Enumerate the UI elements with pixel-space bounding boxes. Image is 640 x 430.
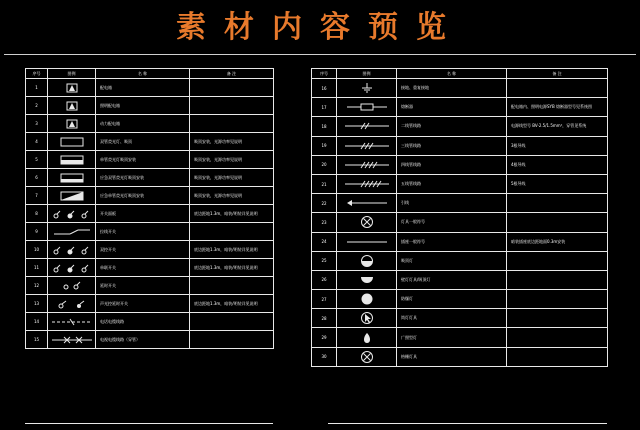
column-header: 序号: [312, 69, 337, 79]
row-index: 7: [26, 187, 48, 205]
row-index: 13: [26, 295, 48, 313]
symbol-name: 单管荧光灯吸顶安装: [96, 151, 190, 169]
column-header: 序号: [26, 69, 48, 79]
symbol-name: 引线: [397, 194, 507, 213]
symbol-name: 开关面板: [96, 205, 190, 223]
symbol-remark: 底边距地1.3m，暗装/明装详见说明: [190, 295, 274, 313]
row-index: 9: [26, 223, 48, 241]
symbol-name: 单联开关: [96, 259, 190, 277]
symbol-remark: 吸顶安装，光源功率见说明: [190, 151, 274, 169]
row-index: 28: [312, 309, 337, 328]
symbol-remark: 吸顶安装，光源功率见说明: [190, 187, 274, 205]
symbol-name: 延时开关: [96, 277, 190, 295]
tri-box-icon: [48, 79, 96, 97]
row-index: 11: [26, 259, 48, 277]
column-header: 备 注: [507, 69, 608, 79]
row-index: 10: [26, 241, 48, 259]
legend-table-right: [311, 68, 608, 367]
column-header: 图例: [337, 69, 397, 79]
row-index: 4: [26, 133, 48, 151]
table-row: [312, 309, 608, 328]
table-row: [26, 223, 274, 241]
table-row: [26, 205, 274, 223]
row-index: 30: [312, 347, 337, 366]
row-index: 5: [26, 151, 48, 169]
symbol-name: 应急双管荧光灯吸顶安装: [96, 169, 190, 187]
symbol-remark: [190, 97, 274, 115]
ground-icon: [337, 79, 397, 98]
symbol-remark: [507, 194, 608, 213]
rect-icon: [48, 133, 96, 151]
table-header-row: [26, 69, 274, 79]
line-cross-icon: [48, 331, 96, 349]
row-index: 27: [312, 290, 337, 309]
symbol-name: 壁灯灯具/吸顶灯: [397, 270, 507, 289]
symbol-remark: 4根导线: [507, 155, 608, 174]
symbol-remark: 底边距地1.3m，暗装/明装详见说明: [190, 241, 274, 259]
row-index: 2: [26, 97, 48, 115]
symbol-name: 应急单管荧光灯吸顶安装: [96, 187, 190, 205]
table-row: [312, 174, 608, 193]
next-table-right-edge: [328, 423, 607, 430]
table-row: [26, 133, 274, 151]
line-dash-icon: [48, 313, 96, 331]
symbol-remark: 吸顶安装，光源功率见说明: [190, 169, 274, 187]
symbol-name: 声光控延时开关: [96, 295, 190, 313]
table-row: [26, 151, 274, 169]
symbol-remark: 3根导线: [507, 136, 608, 155]
table-row: [312, 347, 608, 366]
wire5-icon: [337, 174, 397, 193]
switch2-icon: [48, 277, 96, 295]
page-title: 素材内容预览: [176, 10, 464, 45]
symbol-remark: 底边距地1.3m，暗装/明装详见说明: [190, 205, 274, 223]
circle-cursor-icon: [337, 309, 397, 328]
row-index: 6: [26, 169, 48, 187]
rect-diag-icon: [48, 187, 96, 205]
row-index: 21: [312, 174, 337, 193]
table-row: [26, 115, 274, 133]
table-row: [312, 117, 608, 136]
symbol-name: 接地、重复接地: [397, 79, 507, 98]
row-index: 12: [26, 277, 48, 295]
symbol-name: 吸顶灯: [397, 251, 507, 270]
switch3-icon: [48, 205, 96, 223]
table-row: [312, 79, 608, 98]
table-row: [26, 97, 274, 115]
switch3b-icon: [48, 241, 96, 259]
row-index: 18: [312, 117, 337, 136]
row-index: 15: [26, 331, 48, 349]
row-index: 24: [312, 232, 337, 251]
column-header: 名 称: [96, 69, 190, 79]
rect-half-icon: [48, 151, 96, 169]
symbol-name: 双控开关: [96, 241, 190, 259]
table-row: [26, 259, 274, 277]
table-header-row: [312, 69, 608, 79]
symbol-remark: [507, 79, 608, 98]
table-row: [26, 295, 274, 313]
row-index: 14: [26, 313, 48, 331]
symbol-name: 广照型灯: [397, 328, 507, 347]
table-row: [26, 313, 274, 331]
symbol-remark: [190, 277, 274, 295]
symbol-remark: [190, 79, 274, 97]
table-row: [26, 187, 274, 205]
symbol-name: 二线管线路: [397, 117, 507, 136]
symbol-name: 拉线开关: [96, 223, 190, 241]
symbol-name: 插座一般符号: [397, 232, 507, 251]
switch3c-icon: [48, 259, 96, 277]
row-index: 29: [312, 328, 337, 347]
symbol-name: 灯具一般符号: [397, 213, 507, 232]
column-header: 图例: [48, 69, 96, 79]
table-row: [26, 241, 274, 259]
symbol-name: 防爆灯: [397, 290, 507, 309]
row-index: 22: [312, 194, 337, 213]
row-index: 19: [312, 136, 337, 155]
symbol-remark: 电源线型号 BV-2.5/1.5mm²，穿管见系统: [507, 117, 608, 136]
symbol-remark: [190, 223, 274, 241]
circle-x-icon: [337, 213, 397, 232]
symbol-remark: 5根导线: [507, 174, 608, 193]
row-index: 23: [312, 213, 337, 232]
symbol-name: 电视电缆线路（穿管）: [96, 331, 190, 349]
symbol-name: 四线管线路: [397, 155, 507, 174]
symbol-remark: [190, 115, 274, 133]
table-row: [26, 331, 274, 349]
half-circle-icon: [337, 251, 397, 270]
table-row: [312, 213, 608, 232]
row-index: 8: [26, 205, 48, 223]
filled-circle-icon: [337, 290, 397, 309]
circle-x-icon: [337, 347, 397, 366]
symbol-remark: [507, 328, 608, 347]
row-index: 1: [26, 79, 48, 97]
symbol-remark: [507, 251, 608, 270]
symbol-name: 五线管线路: [397, 174, 507, 193]
column-header: 名 称: [397, 69, 507, 79]
symbol-remark: 暗装插座底边距地面0.3m安装: [507, 232, 608, 251]
bowl-icon: [337, 270, 397, 289]
table-row: [26, 277, 274, 295]
drop-icon: [337, 328, 397, 347]
row-index: 20: [312, 155, 337, 174]
arrow-line-icon: [337, 194, 397, 213]
table-row: [26, 169, 274, 187]
symbol-name: 格栅灯具: [397, 347, 507, 366]
symbol-name: 动力配电箱: [96, 115, 190, 133]
symbol-remark: 底边距地1.3m，暗装/明装详见说明: [190, 259, 274, 277]
table-row: [312, 270, 608, 289]
symbol-name: 筒灯灯具: [397, 309, 507, 328]
table-row: [312, 155, 608, 174]
symbol-name: 三线管线路: [397, 136, 507, 155]
symbol-remark: 吸顶安装，光源功率见说明: [190, 133, 274, 151]
wire3-icon: [337, 136, 397, 155]
plain-line-icon: [337, 232, 397, 251]
symbol-name: 双管荧光灯、吸顶: [96, 133, 190, 151]
symbol-remark: [190, 331, 274, 349]
table-row: [312, 290, 608, 309]
row-index: 25: [312, 251, 337, 270]
wire4-icon: [337, 155, 397, 174]
table-row: [312, 232, 608, 251]
symbol-name: 电话电缆线路: [96, 313, 190, 331]
table-row: [312, 194, 608, 213]
table-row: [312, 328, 608, 347]
symbol-name: 熔断器: [397, 98, 507, 117]
rect-thick-icon: [48, 169, 96, 187]
symbol-remark: [190, 313, 274, 331]
symbol-name: 配电箱: [96, 79, 190, 97]
row-index: 26: [312, 270, 337, 289]
table-row: [312, 251, 608, 270]
symbol-remark: [507, 213, 608, 232]
row-index: 3: [26, 115, 48, 133]
wire2-icon: [337, 117, 397, 136]
row-index: 17: [312, 98, 337, 117]
row-index: 16: [312, 79, 337, 98]
column-header: 备 注: [190, 69, 274, 79]
fuse-icon: [337, 98, 397, 117]
table-row: [312, 136, 608, 155]
frame-top-line: [4, 54, 636, 55]
legend-table-left: [25, 68, 274, 349]
switch2b-icon: [48, 295, 96, 313]
symbol-name: 照明配电箱: [96, 97, 190, 115]
symbol-remark: 配电箱内、照明电源SYB 熔断器型号见系统图: [507, 98, 608, 117]
symbol-remark: [507, 347, 608, 366]
symbol-remark: [507, 309, 608, 328]
next-table-left-edge: [25, 423, 273, 430]
tri-box-icon: [48, 97, 96, 115]
line-switch-icon: [48, 223, 96, 241]
symbol-remark: [507, 270, 608, 289]
table-row: [312, 98, 608, 117]
tri-box-icon: [48, 115, 96, 133]
symbol-remark: [507, 290, 608, 309]
table-row: [26, 79, 274, 97]
